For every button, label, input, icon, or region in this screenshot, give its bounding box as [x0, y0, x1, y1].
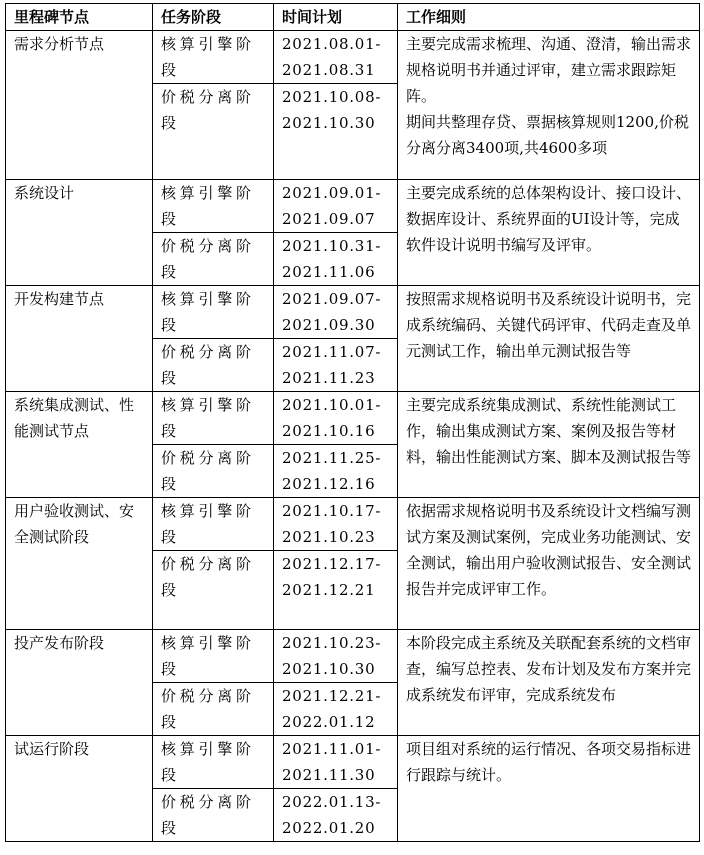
table-row	[6, 286, 700, 339]
stage-cell: 核算引擎阶段	[153, 180, 274, 233]
date-range-cell: 2021.09.07-2021.09.30	[274, 286, 398, 339]
table-row	[6, 736, 700, 789]
date-range-cell: 2021.11.07-2021.11.23	[274, 339, 398, 392]
work-detail-paragraph: 主要完成系统的总体架构设计、接口设计、数据库设计、系统界面的UI设计等，完成软件设计说明书编写及评审。	[406, 184, 692, 254]
stage-cell: 价税分离阶段	[153, 551, 274, 630]
date-range-cell: 2021.10.23-2021.10.30	[274, 630, 398, 683]
date-range-cell: 2021.10.17-2021.10.23	[274, 498, 398, 551]
stage-cell: 价税分离阶段	[153, 339, 274, 392]
date-range-cell: 2021.10.31-2021.11.06	[274, 233, 398, 286]
header-milestone: 里程碑节点	[6, 4, 153, 31]
header-stage: 任务阶段	[153, 4, 274, 31]
stage-cell: 核算引擎阶段	[153, 630, 274, 683]
table-row	[6, 498, 700, 551]
stage-cell: 核算引擎阶段	[153, 392, 274, 445]
milestone-cell: 用户验收测试、安全测试阶段	[6, 498, 153, 630]
milestone-cell: 需求分析节点	[6, 31, 153, 180]
milestone-cell: 系统集成测试、性能测试节点	[6, 392, 153, 498]
table-row	[6, 31, 700, 84]
stage-cell: 核算引擎阶段	[153, 498, 274, 551]
date-range-cell: 2021.09.01-2021.09.07	[274, 180, 398, 233]
stage-cell: 核算引擎阶段	[153, 286, 274, 339]
date-range-cell: 2022.01.13-2022.01.20	[274, 789, 398, 842]
header-row	[6, 4, 700, 31]
work-detail-paragraph: 主要完成需求梳理、沟通、澄清，输出需求规格说明书并通过评审，建立需求跟踪矩阵。	[406, 35, 692, 105]
stage-cell: 价税分离阶段	[153, 233, 274, 286]
milestone-cell: 开发构建节点	[6, 286, 153, 392]
work-detail-paragraph: 本阶段完成主系统及关联配套系统的文档审查，编写总控表、发布计划及发布方案并完成系统发布评审，完成系统发布	[406, 634, 692, 704]
work-detail-paragraph: 按照需求规格说明书及系统设计说明书，完成系统编码、关键代码评审、代码走查及单元测试工作，输出单元测试报告等	[406, 290, 692, 360]
work-detail-cell	[398, 180, 700, 286]
stage-cell: 价税分离阶段	[153, 683, 274, 736]
stage-cell: 价税分离阶段	[153, 84, 274, 180]
date-range-cell: 2021.10.08-2021.10.30	[274, 84, 398, 180]
header-details: 工作细则	[398, 4, 700, 31]
work-detail-cell	[398, 31, 700, 180]
milestone-cell: 系统设计	[6, 180, 153, 286]
date-range-cell: 2021.12.21-2022.01.12	[274, 683, 398, 736]
date-range-cell: 2021.11.01-2021.11.30	[274, 736, 398, 789]
work-detail-cell	[398, 498, 700, 630]
work-detail-cell	[398, 392, 700, 498]
milestone-cell: 投产发布阶段	[6, 630, 153, 736]
date-range-cell: 2021.11.25-2021.12.16	[274, 445, 398, 498]
work-detail-cell	[398, 286, 700, 392]
table-row	[6, 180, 700, 233]
stage-cell: 价税分离阶段	[153, 789, 274, 842]
work-detail-paragraph: 期间共整理存贷、票据核算规则1200,价税分离分离3400项,共4600多项	[406, 113, 689, 157]
work-detail-paragraph: 主要完成系统集成测试、系统性能测试工作，输出集成测试方案、案例及报告等材料，输出性能测试方案、脚本及测试报告等	[406, 396, 692, 466]
header-schedule: 时间计划	[274, 4, 398, 31]
table-row	[6, 630, 700, 683]
date-range-cell: 2021.10.01-2021.10.16	[274, 392, 398, 445]
milestone-cell: 试运行阶段	[6, 736, 153, 842]
date-range-cell: 2021.12.17-2021.12.21	[274, 551, 398, 630]
stage-cell: 核算引擎阶段	[153, 31, 274, 84]
stage-cell: 价税分离阶段	[153, 445, 274, 498]
date-range-cell: 2021.08.01-2021.08.31	[274, 31, 398, 84]
milestone-schedule-table	[5, 3, 700, 842]
work-detail-paragraph: 项目组对系统的运行情况、各项交易指标进行跟踪与统计。	[406, 740, 692, 784]
work-detail-cell	[398, 630, 700, 736]
stage-cell: 核算引擎阶段	[153, 736, 274, 789]
work-detail-paragraph: 依据需求规格说明书及系统设计文档编写测试方案及测试案例，完成业务功能测试、安全测试，输出用户验收测试报告、安全测试报告并完成评审工作。	[406, 502, 692, 598]
table-row	[6, 392, 700, 445]
work-detail-cell	[398, 736, 700, 842]
